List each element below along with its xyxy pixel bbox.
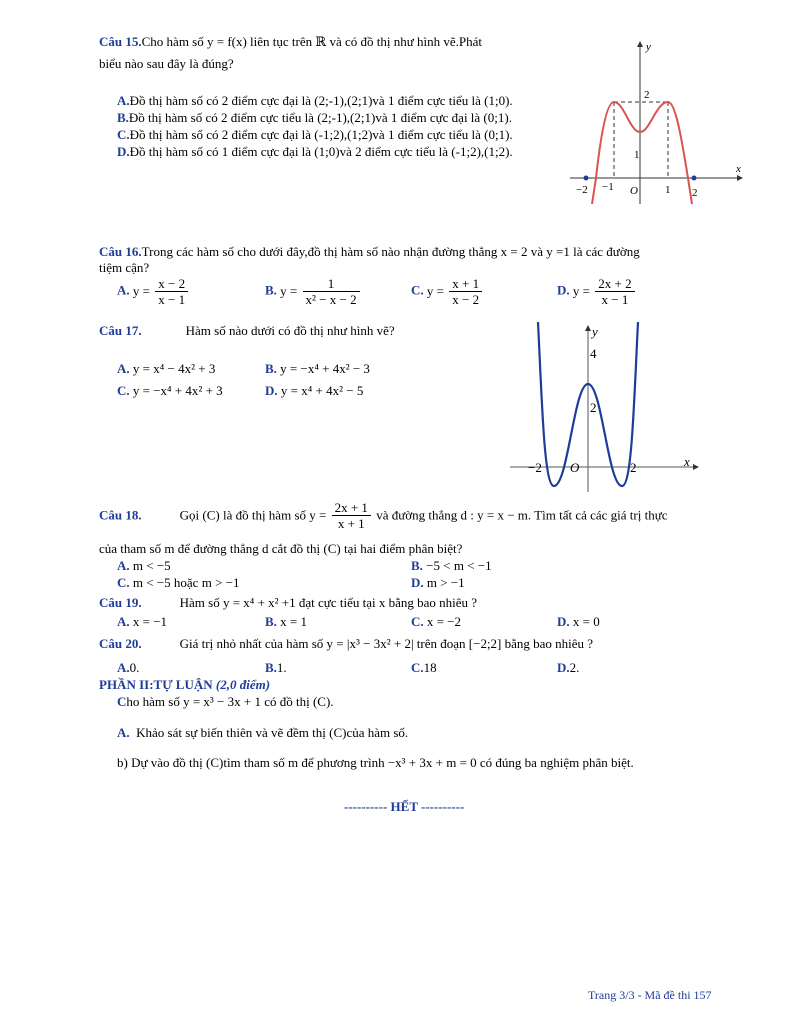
q18-option-a: A. m < −5: [117, 558, 171, 573]
q18-text-b: và đường thẳng d : y = x − m. Tìm tất cả các giá trị thực: [376, 507, 668, 523]
end-marker: ---------- HẾT ----------: [344, 799, 465, 814]
q15-option-c: C.Đồ thị hàm số có 2 điểm cực đại là (-1;2),(1;2)và 1 điểm cực tiểu là (0;1).: [117, 127, 513, 142]
q20-line: [99, 635, 593, 652]
q20-option-a: A.0.: [117, 660, 140, 675]
q17-tick-m2: −2: [528, 460, 542, 475]
q19-label: Câu 19.: [99, 595, 142, 610]
q17-line: [99, 322, 395, 339]
q18-option-b: B. −5 < m < −1: [411, 558, 492, 573]
q15-tick-m1: −1: [602, 181, 614, 193]
q18-option-c: C. m < −5 hoặc m > −1: [117, 575, 240, 590]
part2-intro-line: Cho hàm số y = x³ − 3x + 1 có đồ thị (C).: [117, 694, 334, 709]
part2-a-line: A. Khảo sát sự biến thiên và vẽ đềm thị (C)của hàm số.: [117, 725, 409, 740]
q17-tick-2: 2: [630, 460, 637, 475]
q15-text2: biểu nào sau đây là đúng?: [99, 56, 234, 71]
q19-line: [99, 594, 477, 611]
part2-b-line: b) Dự vào đồ thị (C)tìm tham số m để phương trình −x³ + 3x + m = 0 có đúng ba nghiệm phân biệt.: [117, 755, 634, 770]
q16-option-c: C. y = $\frac{x + 1}{x - 2}$: [411, 276, 484, 307]
q16-text1: Trong các hàm số cho dưới đây,đồ thị hàm số nào nhận đường thẳng x = 2 và y =1 là các đường: [141, 244, 640, 259]
q15-tick-m2: −2: [576, 184, 588, 196]
q18-text2: của tham số m để đường thẳng d cắt đồ thị (C) tại hai điểm phân biệt?: [99, 541, 463, 556]
q17-tick-o: O: [570, 460, 580, 475]
q20-label: Câu 20.: [99, 636, 142, 651]
q15-tick-o: O: [630, 185, 638, 197]
part2-points: (2,0 điểm): [215, 677, 271, 692]
q15-x-label: x: [736, 163, 741, 175]
q15-tick-1: 1: [665, 184, 671, 196]
q18-label: Câu 18.: [99, 507, 142, 523]
q17-label: Câu 17.: [99, 323, 142, 338]
q15-graph: [566, 38, 746, 206]
q20-option-d: D.2.: [557, 660, 580, 675]
part2-heading-line: [99, 676, 270, 693]
q17-option-d: D. y = x⁴ + 4x² − 5: [265, 383, 364, 398]
q15-tick-2: 2: [692, 187, 698, 199]
q18-line1: [99, 500, 668, 531]
q15-y-label: y: [646, 41, 651, 53]
q20-option-b: B.1.: [265, 660, 287, 675]
q15-label: Câu 15.: [99, 34, 142, 49]
q19-option-b: B. x = 1: [265, 614, 308, 629]
q15-text1: Cho hàm số y = f(x) liên tục trên ℝ và có đồ thị như hình vẽ.Phát: [141, 34, 482, 49]
q16-line1: [99, 243, 640, 260]
part2-a-text: Khảo sát sự biến thiên và vẽ đềm thị (C)của hàm số.: [136, 725, 409, 740]
page-footer: Trang 3/3 - Mã đề thi 157: [588, 988, 712, 1002]
q17-tick-y2: 2: [590, 400, 597, 415]
q15-option-a: A.Đồ thị hàm số có 2 điểm cực đại là (2;-1),(2;1)và 1 điểm cực tiểu là (1;0).: [117, 93, 513, 108]
q18-option-d: D. m > −1: [411, 575, 465, 590]
q15-option-d: D.Đồ thị hàm số có 1 điểm cực đại là (1;0)và 2 điểm cực tiểu là (-1;2),(1;2).: [117, 144, 513, 159]
q15-option-b: B.Đồ thị hàm số có 2 điểm cực tiểu là (2;-1),(2;1)và 1 điểm cực đại là (0;1).: [117, 110, 512, 125]
q19-text: Hàm số y = x⁴ + x² +1 đạt cực tiểu tại x bằng bao nhiêu ?: [179, 595, 478, 610]
q17-option-c: C. y = −x⁴ + 4x² + 3: [117, 383, 223, 398]
q19-option-a: A. x = −1: [117, 614, 168, 629]
q17-text: Hàm số nào dưới có đồ thị như hình vẽ?: [185, 323, 395, 338]
q15-point-2: [692, 176, 697, 181]
q16-option-a: A. y = $\frac{x - 2}{x - 1}$: [117, 276, 190, 307]
q16-option-b: B. y = $\frac{1}{\text{x² − x − 2}}$: [265, 276, 362, 307]
q18-fraction: $\frac{2x + 1}{x + 1}$: [332, 500, 371, 531]
q16-text2: tiệm cận?: [99, 260, 150, 275]
q15-line1: [99, 33, 482, 50]
q17-tick-y4: 4: [590, 346, 597, 361]
q19-option-c: C. x = −2: [411, 614, 462, 629]
q16-label: Câu 16.: [99, 244, 142, 259]
q20-option-c: C.18: [411, 660, 437, 675]
q17-y-label: y: [592, 324, 598, 339]
q15-point-m2: [584, 176, 589, 181]
part2-heading: PHẦN II:TỰ LUẬN: [99, 677, 213, 692]
q17-graph: [506, 322, 702, 494]
q17-option-a: A. y = x⁴ − 4x² + 3: [117, 361, 216, 376]
q20-text: Giá trị nhỏ nhất của hàm số y = |x³ − 3x² + 2| trên đoạn [−2;2] bằng bao nhiêu ?: [179, 636, 594, 651]
q17-option-b: B. y = −x⁴ + 4x² − 3: [265, 361, 370, 376]
q18-text-a: Gọi (C) là đồ thị hàm số y =: [179, 507, 327, 523]
q17-x-label: x: [684, 454, 690, 469]
q15-tick-y1: 1: [634, 149, 640, 161]
q15-curve-left-tail: [592, 178, 596, 204]
q16-option-d: D. y = $\frac{2x + 2}{x - 1}$: [557, 276, 637, 307]
q15-tick-y2: 2: [644, 89, 650, 101]
q19-option-d: D. x = 0: [557, 614, 600, 629]
part2-intro: ho hàm số y = x³ − 3x + 1 có đồ thị (C).: [126, 694, 334, 709]
